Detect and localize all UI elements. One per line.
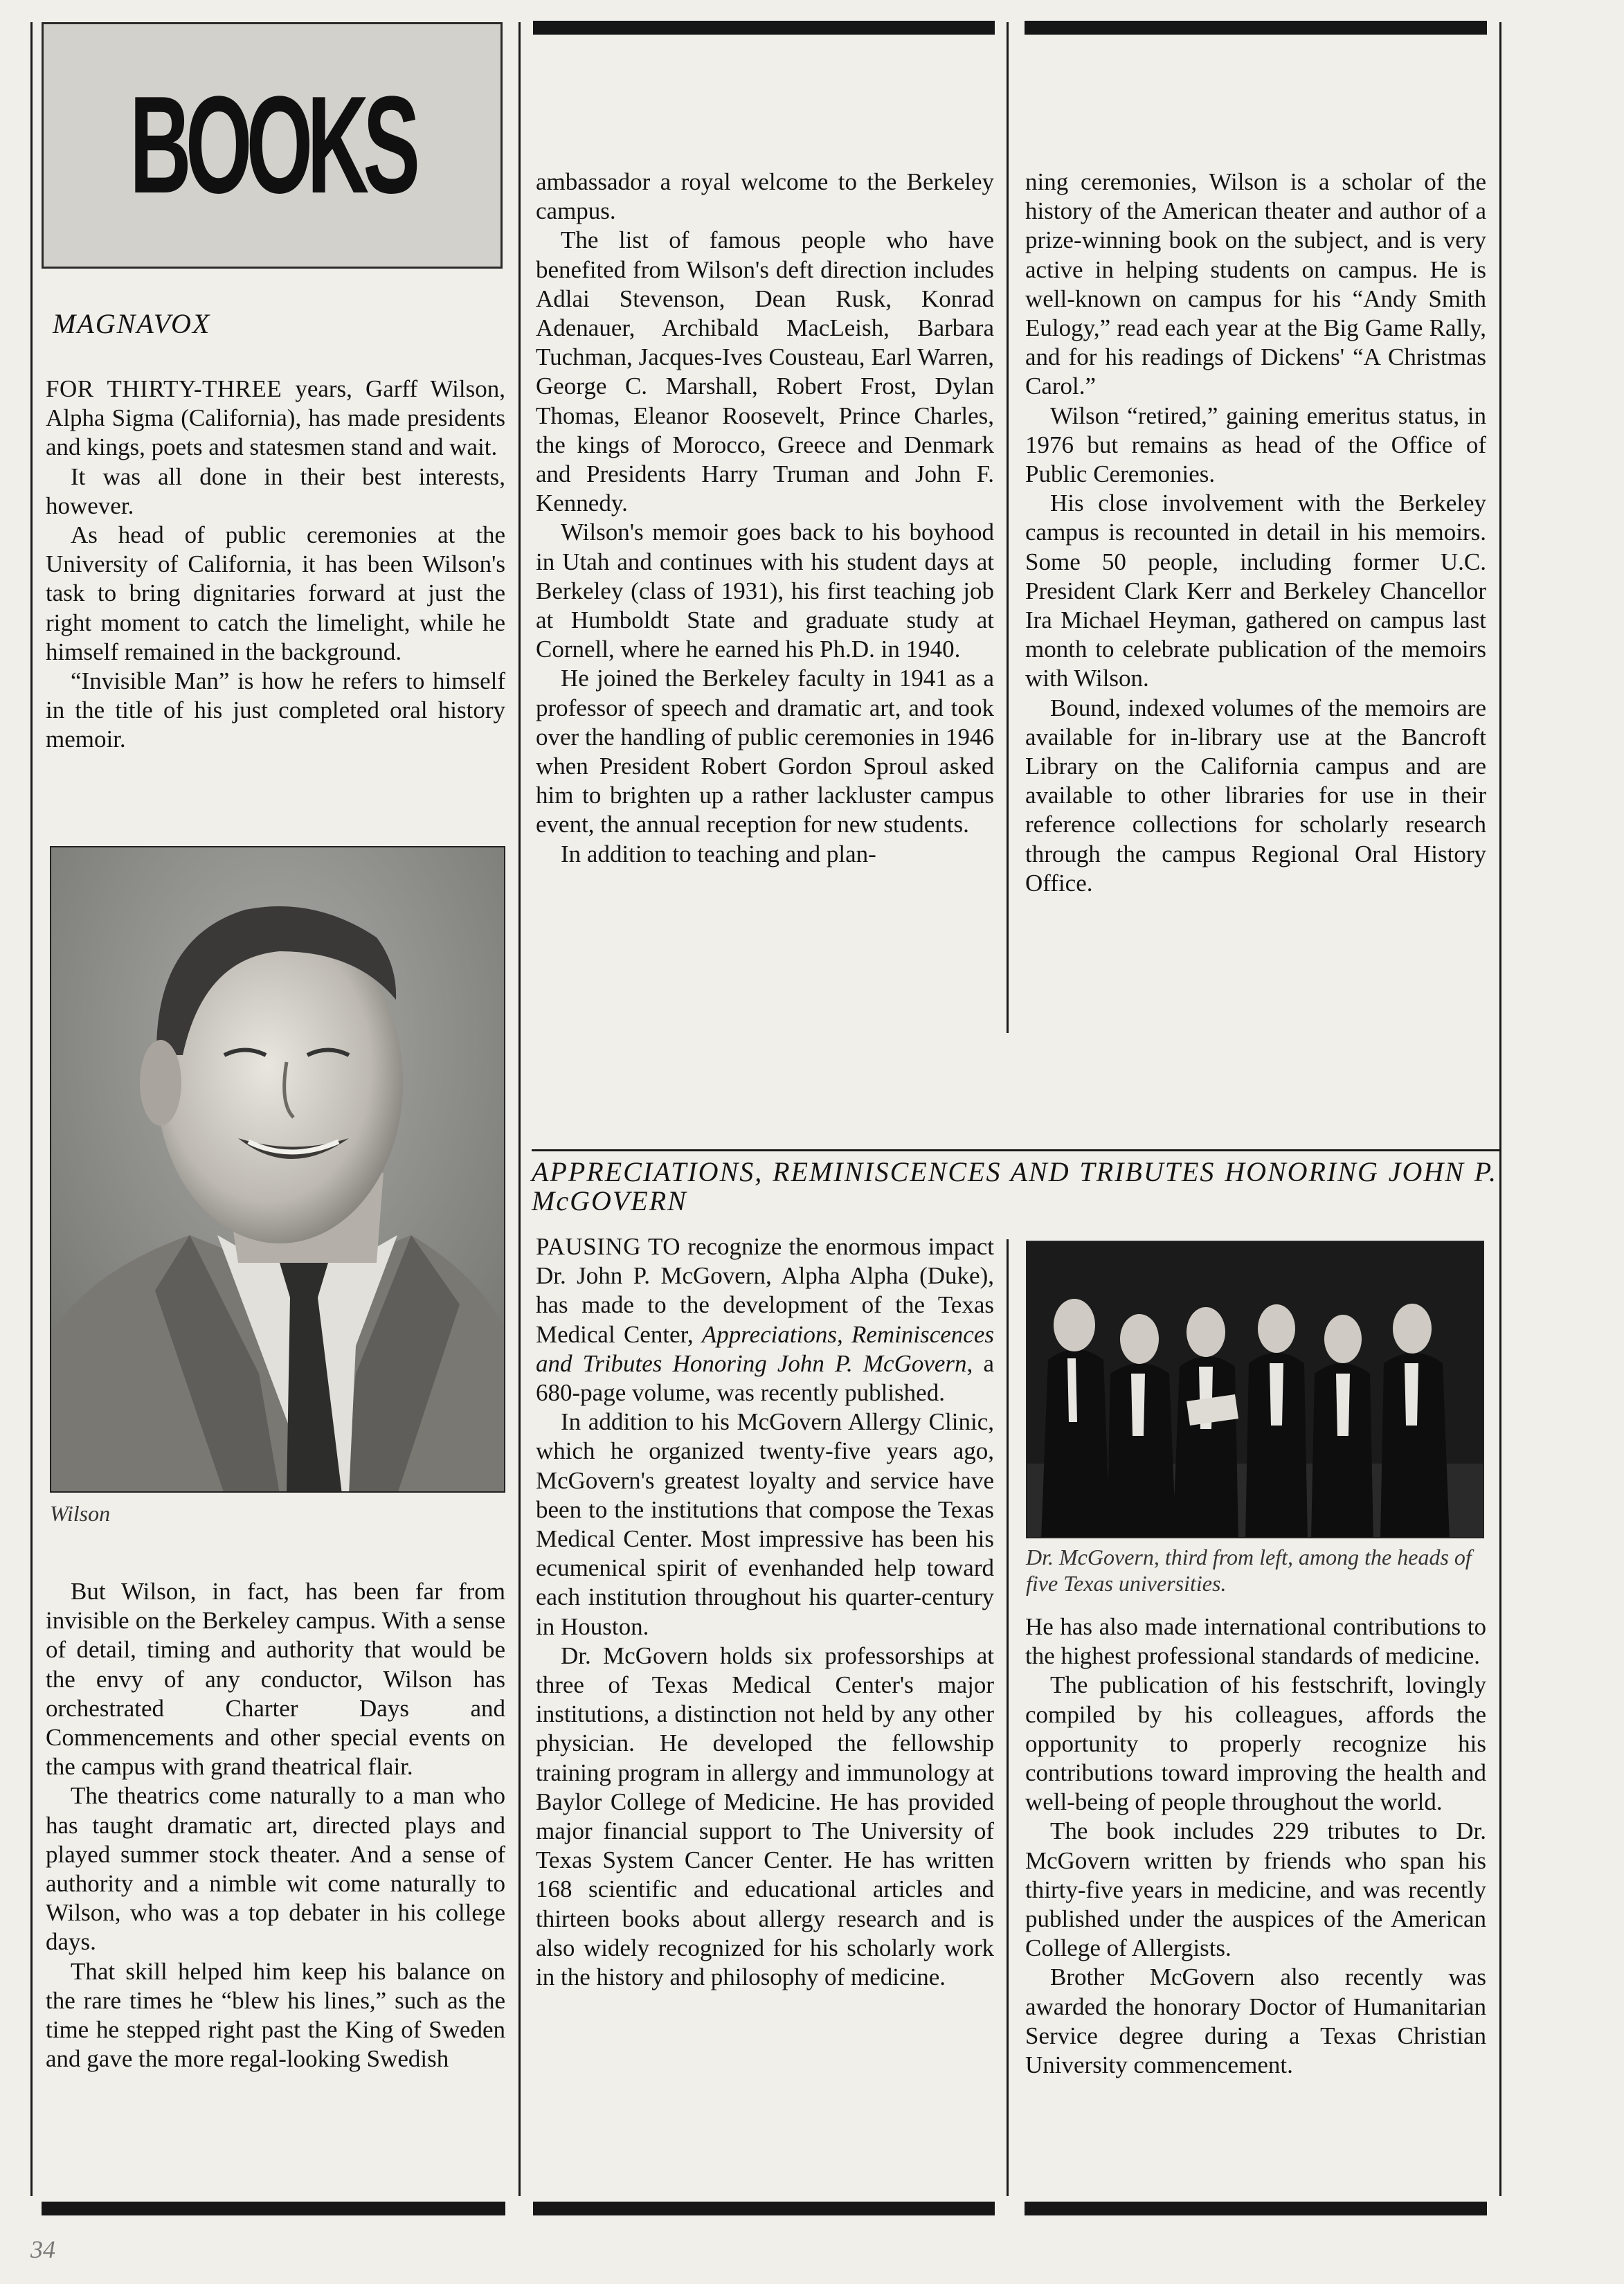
wilson-portrait-image: [51, 847, 505, 1493]
article1-col2: [536, 168, 994, 869]
article1-col3: [1025, 168, 1486, 898]
article2-top-rule: [532, 1149, 1501, 1151]
paragraph: Brother McGovern also recently was awarded the honorary Doctor of Humanitarian Service degree during a Texas Christian University commencement.: [1025, 1963, 1486, 2079]
wilson-photo-caption: Wilson: [50, 1501, 111, 1526]
article1-heading: MAGNAVOX: [53, 308, 211, 339]
paragraph: The publication of his festschrift, lovingly compiled by his colleagues, affords the opportunity to properly recognize his contributions toward improving the health and well-being of people throughout the world.: [1025, 1671, 1486, 1816]
article1-col1-upper: [46, 375, 505, 755]
bottom-bar-col3: [1025, 2202, 1487, 2215]
paragraph: [536, 1232, 994, 1408]
mcgovern-group-photo: [1026, 1241, 1484, 1538]
paragraph: The book includes 229 tributes to Dr. McGovern written by friends who span his thirty-five years in medicine, and was recently published under the auspices of the American College of Allergists.: [1025, 1817, 1486, 1962]
section-title: BOOKS: [129, 68, 415, 222]
book-title: Appreciations, Reminiscences and Tributes Honoring John P. McGovern: [536, 1320, 994, 1377]
paragraph: ambassador a royal welcome to the Berkeley campus.: [536, 168, 994, 225]
paragraph: Bound, indexed volumes of the memoirs are available for in-library use at the Bancroft Library on the California campus and are available to other libraries for use in their reference collections for scholarly research through the campus Regional Oral History Office.: [1025, 694, 1486, 897]
bottom-bar-col1: [42, 2202, 505, 2215]
column-rule-2: [1007, 22, 1009, 1033]
top-bar-col3: [1025, 21, 1487, 35]
article2-col2: [536, 1232, 994, 1992]
group-photo-caption: Dr. McGovern, third from left, among the heads of five Texas universities.: [1026, 1545, 1472, 1596]
paragraph-text: recognize the enormous impact Dr. John P. McGovern, Alpha Alpha (Duke), has made to the development of the Texas Medical Center,: [536, 1233, 994, 1348]
lead-caps: PAUSING TO: [536, 1233, 681, 1260]
article2-col3: [1025, 1612, 1486, 2080]
paragraph: Wilson's memoir goes back to his boyhood in Utah and continues with his student days at Berkeley (class of 1931), his first teaching job at Humboldt State and graduate study at Cornell, where he earned his Ph.D. in 1940.: [536, 519, 994, 663]
paragraph: In addition to his McGovern Allergy Clinic, which he organized twenty-five years ago, McGovern's greatest loyalty and service have been to the institutions that compose the Texas Medical Center. Most impressive has been his ecumenical spirit of evenhanded help toward each institution throughout his quarter-century in Houston.: [536, 1408, 994, 1640]
paragraph-text: , a 680-page volume, was recently published.: [536, 1349, 995, 1407]
page-number: 34: [30, 2236, 55, 2263]
paragraph: His close involvement with the Berkeley campus is recounted in detail in his memoirs. Some 50 people, including former U.C. President Clark Kerr and Berkeley Chancellor Ira Michael Heyman, gathered on campus last month to celebrate publication of the memoirs with Wilson.: [1025, 489, 1486, 692]
lead-caps: FOR THIRTY-THREE: [46, 375, 282, 402]
paragraph: It was all done in their best interests, however.: [46, 462, 505, 519]
paragraph: The theatrics come naturally to a man who has taught dramatic art, directed plays and played summer stock theater. And a sense of authority and a nimble wit come naturally to Wilson, who was a top debater in his college days.: [46, 1782, 505, 1956]
paragraph: The list of famous people who have benefited from Wilson's deft direction includes Adlai Stevenson, Dean Rusk, Konrad Adenauer, Archibald MacLeish, Barbara Tuchman, Jacques-Ives Cousteau, Earl Warren, George C. Marshall, Robert Frost, Dylan Thomas, Eleanor Roosevelt, Prince Charles, the kings of Morocco, Greece and Denmark and Presidents Harry Truman and John F. Kennedy.: [536, 226, 994, 517]
paragraph: ning ceremonies, Wilson is a scholar of the history of the American theater and author of a prize-winning book on the subject, and is very active in helping students on campus. He is well-known on campus for his “Andy Smith Eulogy,” read each year at the Big Game Rally, and for his readings of Dickens' “A Christmas Carol.”: [1025, 168, 1486, 400]
paragraph: He has also made international contributions to the highest professional standards of medicine.: [1025, 1613, 1486, 1670]
paragraph: As head of public ceremonies at the University of California, it has been Wilson's task to bring dignitaries forward at just the right moment to catch the limelight, while he himself remained in the background.: [46, 521, 505, 665]
paragraph: “Invisible Man” is how he refers to himself in the title of his just completed oral history memoir.: [46, 667, 505, 753]
group-photo-image: [1027, 1242, 1484, 1538]
column-rule-2-lower: [1007, 1239, 1009, 2196]
paragraph: That skill helped him keep his balance on the rare times he “blew his lines,” such as the time he stepped right past the King of Sweden and gave the more regal-looking Swedish: [46, 1957, 505, 2073]
article2-heading: APPRECIATIONS, REMINISCENCES AND TRIBUTES HONORING JOHN P. McGOVERN: [532, 1156, 1497, 1216]
column-rule-right: [1499, 22, 1501, 2196]
paragraph: Wilson “retired,” gaining emeritus status, in 1976 but remains as head of the Office of Public Ceremonies.: [1025, 402, 1486, 488]
paragraph: But Wilson, in fact, has been far from invisible on the Berkeley campus. With a sense of detail, timing and authority that would be the envy of any conductor, Wilson has orchestrated Charter Days and Commencements and other special events on the campus with grand theatrical flair.: [46, 1578, 505, 1781]
article1-col1-lower: [46, 1577, 505, 2074]
paragraph: [46, 375, 505, 462]
bottom-bar-col2: [533, 2202, 995, 2215]
paragraph: In addition to teaching and plan-: [561, 840, 876, 867]
column-rule-1: [518, 22, 521, 2196]
paragraph: Dr. McGovern holds six professorships at three of Texas Medical Center's major institutions, a distinction not held by any other physician. He developed the fellowship training program in allergy and immunology at Baylor College of Medicine. He has provided major financial support to The University of Texas System Cancer Center. He has written 168 scientific and educational articles and thirteen books about allergy research and is also widely recognized for his scholarly work in the history and philosophy of medicine.: [536, 1642, 994, 1991]
paragraph: He joined the Berkeley faculty in 1941 as a professor of speech and dramatic art, and took over the handling of public ceremonies in 1946 when President Robert Gordon Sproul asked him to brighten up a rather lackluster campus event, the annual reception for new students.: [536, 665, 994, 838]
wilson-photo: [50, 846, 505, 1493]
top-bar-col2: [533, 21, 995, 35]
section-title-box: [42, 22, 503, 269]
column-rule-left: [30, 22, 33, 2196]
paragraph-text: years, Garff Wilson, Alpha Sigma (California), has made presidents and kings, poets and statesmen stand and wait.: [46, 375, 506, 461]
